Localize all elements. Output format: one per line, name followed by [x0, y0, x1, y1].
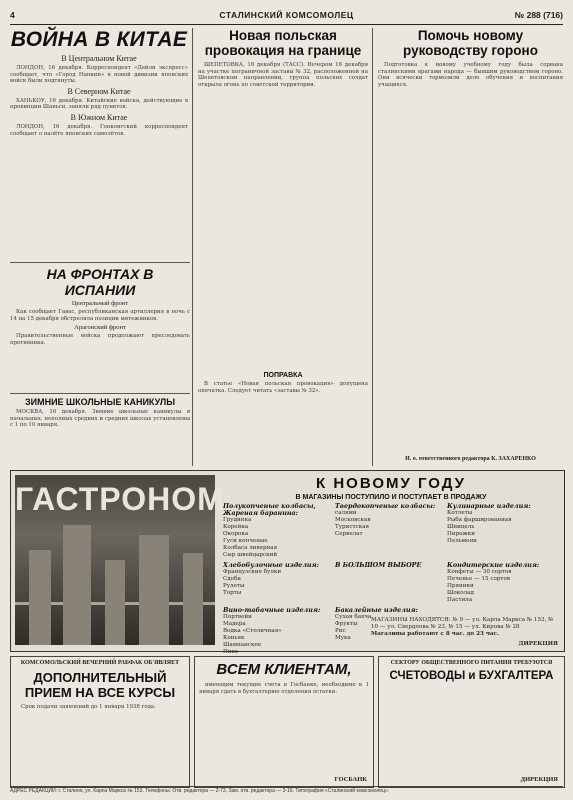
product-item: Конфеты — 30 сортов — [447, 569, 512, 575]
store-hours: Магазины работают с 8 час. до 23 час. — [371, 631, 499, 637]
product-item: Мадера — [223, 621, 246, 627]
ad-signature: ГОСБАНК — [334, 776, 367, 783]
product-item: Пирожки — [447, 531, 475, 537]
article-spain — [10, 266, 190, 391]
store-address: МАГАЗИНЫ НАХОДЯТСЯ: № 9 — ул. Карла Маркса № 153, № 10 — ул. Свердлова № 23, № 15 — ул. Кирова № 28 Магазины работают с 8 час. до 23 час. — [371, 617, 559, 638]
gosbank-advertisement — [194, 656, 374, 788]
ad-title: ДОПОЛНИТЕЛЬНЫЙ ПРИЕМ НА ВСЕ КУРСЫ — [24, 670, 176, 700]
product-item: Туристская — [335, 524, 370, 530]
product-group-title: Хлебобулочные изделия: — [223, 561, 319, 569]
product-item: Корейка — [223, 524, 249, 530]
product-group-title: В БОЛЬШОМ ВЫБОРЕ — [335, 561, 422, 569]
section-subtitle: В Северном Китае — [67, 86, 131, 96]
masthead: СТАЛИНСКИЙ КОМСОМОЛЕЦ — [219, 10, 354, 20]
ad-subheading: В МАГАЗИНЫ ПОСТУПИЛО И ПОСТУПАЕТ В ПРОДАЖУ — [295, 494, 487, 501]
product-group-title: Твердокопченые колбасы: — [335, 502, 436, 510]
product-item: Шоколад — [447, 590, 474, 596]
product-item: Рыба фаршированная — [447, 517, 512, 523]
correction-note — [198, 372, 368, 464]
product-item: Водка «Столичная» — [223, 628, 282, 634]
product-item: Рис — [335, 628, 346, 634]
article-text: Правительственные войска продолжают преследовать противника. — [10, 333, 190, 346]
product-item: Окорока — [223, 531, 249, 537]
article-gorono — [378, 28, 563, 464]
store-window-photo — [15, 475, 225, 645]
section-subtitle: Центральный фронт — [71, 300, 129, 307]
ad-title: СЧЕТОВОДЫ и БУХГАЛТЕРА — [389, 670, 554, 682]
ad-heading: К НОВОМУ ГОДУ — [316, 475, 466, 492]
product-group — [447, 562, 559, 604]
product-item: Французские булки — [223, 569, 282, 575]
article-winter-holidays — [10, 397, 190, 465]
section-subtitle: Арагонский фронт — [74, 324, 126, 332]
product-item: Портвейн — [223, 614, 252, 620]
article-title: Новая польская провокация на границе — [204, 28, 362, 58]
article-text: Подготовка к новому учебному году была сорвана сталинскими врагами народа — бывшим руководством гороно. Они всячески тормозили дело обучения и воспитания учащихся. — [378, 62, 563, 88]
product-item: Рулеты — [223, 583, 245, 589]
page-footer: АДРЕС РЕДАКЦИИ: г. Сталино, ул. Карла Маркса № 153. Телефоны: Отв. редактора — 2-73, Зам. отв. редактора — 3-16. Типография «Сталинский комсомолец». — [10, 786, 563, 794]
product-group — [335, 503, 447, 559]
product-group — [223, 607, 335, 656]
store-name: ГАСТРОНОМ — [15, 481, 225, 517]
product-item: Пиво — [223, 649, 239, 655]
article-text: ХАНЬКОУ, 16 декабря. Китайские войска, действующие в провинции Шаньси, заняли ряд пунктов. — [10, 97, 188, 111]
article-war-in-china — [10, 28, 188, 260]
display-tower — [29, 550, 51, 645]
article-title: Помочь новому руководству гороно — [403, 28, 538, 58]
product-group-title: Вино-табачные изделия: — [223, 606, 321, 614]
catering-advertisement — [378, 656, 565, 788]
ad-text: Срок подачи заявлений до 1 января 1938 года. — [21, 704, 156, 710]
article-title: ЗИМНИЕ ШКОЛЬНЫЕ КАНИКУЛЫ — [24, 397, 176, 407]
ad-signature: ДИРЕКЦИЯ — [518, 641, 558, 647]
gastronom-advertisement — [10, 470, 565, 655]
product-group — [335, 562, 447, 604]
product-item: Шницель — [447, 524, 475, 530]
product-item: Сдоба — [223, 576, 241, 582]
product-item: Коньяк — [223, 635, 245, 641]
product-item: Мука — [335, 635, 351, 641]
note-label: ПОПРАВКА — [263, 372, 303, 379]
issue-number: № 288 (716) — [514, 10, 563, 20]
product-group-title: Кондитерские изделия: — [447, 561, 540, 569]
section-divider — [10, 393, 190, 394]
product-item: Шампанское — [223, 642, 262, 648]
ad-title: ВСЕМ КЛИЕНТАМ, — [216, 661, 352, 678]
display-tower — [183, 553, 203, 645]
column-divider — [372, 28, 373, 466]
rabfak-advertisement — [10, 656, 190, 788]
ad-organization: СЕКТОРУ ОБЩЕСТВЕННОГО ПИТАНИЯ ТРЕБУЮТСЯ — [390, 660, 553, 666]
note-text: В статье «Новая польская провокация» допущена опечатка. Следует читать «заставы № 32». — [198, 381, 368, 394]
product-group-title: Полукопченые колбасы, Жареная баранина: — [223, 502, 316, 517]
product-group — [223, 503, 335, 559]
product-item: Пельмени — [447, 538, 477, 544]
ad-signature: ДИРЕКЦИЯ — [520, 776, 558, 783]
product-item: Гуси копченые — [223, 538, 268, 544]
product-item: Пряники — [447, 583, 474, 589]
product-item: Сухая бахча — [335, 614, 372, 620]
product-item: Фрукты — [335, 621, 358, 627]
product-item: Сервелат — [335, 531, 363, 537]
product-item: Сыр швейцарский — [223, 552, 278, 558]
product-item: Грудинка — [223, 517, 252, 523]
display-tower — [105, 560, 125, 645]
column-divider — [192, 28, 193, 466]
product-group-title: Бакалейные изделия: — [335, 606, 418, 614]
article-text: МОСКВА, 16 декабря. Зимние школьные каникулы в начальных, неполных средних и средних школах установлены с 1 по 10 января. — [10, 409, 190, 429]
article-polish-provocation — [198, 28, 368, 358]
product-item: Котлеты — [447, 510, 473, 516]
display-tower — [63, 525, 91, 645]
article-text: ШЕПЕТОВКА, 16 декабря (ТАСС). Вечером 16 декабря на участке пограничной заставы № 32, расположенной на Шепетовском направлении, группа польских солдат открыла огонь по советской территории. — [198, 62, 368, 88]
ad-text: имеющим текущие счета в Госбанке, необходимо к 1 января сдать в бухгалтерию отделения остатки. — [199, 682, 369, 695]
product-group-title: Кулинарные изделия: — [447, 502, 531, 510]
product-item: Колбаса ливерная — [223, 545, 278, 551]
product-item: Пастила — [447, 597, 473, 603]
product-group — [223, 562, 335, 604]
article-text: Как сообщает Гавас, республиканская артиллерия в ночь с 14 на 15 декабря обстреляла позиции мятежников. — [10, 309, 190, 322]
product-item: Московская — [335, 517, 371, 523]
page-header — [10, 8, 563, 25]
display-tower — [139, 535, 169, 645]
ad-organization: КОМСОМОЛЬСКИЙ ВЕЧЕРНИЙ РАБФАК ОБ'ЯВЛЯЕТ — [20, 660, 180, 666]
product-item: Торты — [223, 590, 242, 596]
product-item: салями — [335, 510, 357, 516]
section-divider — [10, 262, 190, 263]
article-text: ЛОНДОН, 16 декабря. Корреспондент «Дейли экспресс» сообщает, что «Город Нанкин» в новой дивизии японских войск были подтянуты. — [10, 65, 188, 85]
page-number: 4 — [10, 10, 15, 20]
article-text: ЛОНДОН, 16 декабря. Гонконгский корреспондент сообщает о налёте японских самолётов. — [10, 123, 188, 137]
editor-signature: И. о. ответственного редактора К. ЗАХАРЕНКО — [405, 456, 536, 462]
product-item: Печенье — 15 сортов — [447, 576, 511, 582]
section-subtitle: В Центральном Китае — [61, 54, 137, 63]
section-subtitle: В Южном Китае — [70, 112, 128, 122]
product-group — [447, 503, 559, 559]
article-title: ВОЙНА В КИТАЕ — [10, 28, 188, 51]
article-title: НА ФРОНТАХ В ИСПАНИИ — [46, 266, 154, 298]
